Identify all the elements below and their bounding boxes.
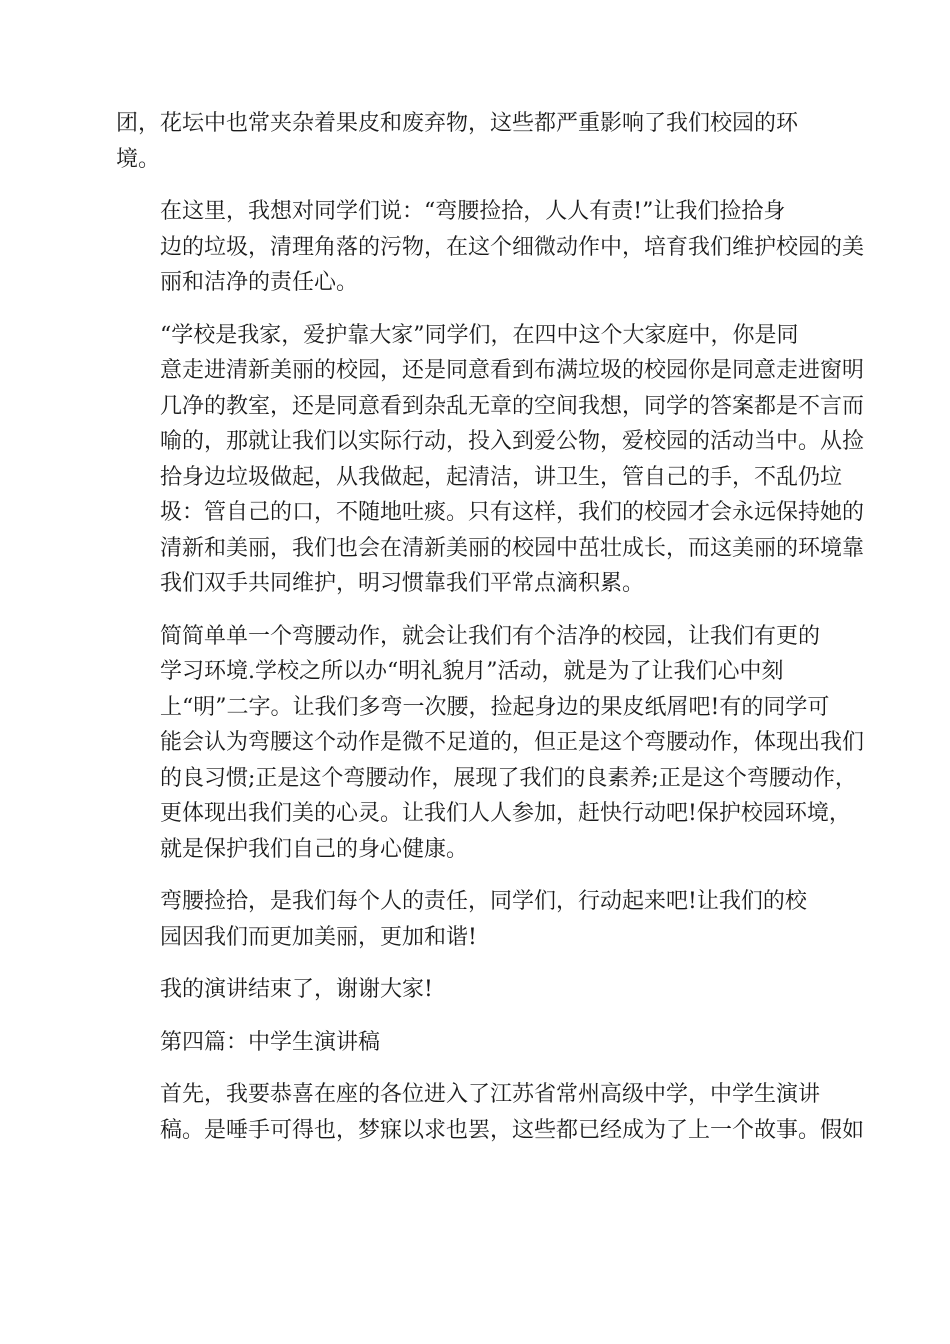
text-line: 边的垃圾，清理角落的污物，在这个细微动作中，培育我们维护校园的美	[160, 234, 865, 260]
text-line: “学校是我家，爱护靠大家”同学们，在四中这个大家庭中，你是同	[160, 322, 799, 348]
text-line: 团，花坛中也常夹杂着果皮和废弃物，这些都严重影响了我们校园的环	[116, 111, 799, 136]
paragraph	[116, 1077, 865, 1148]
text-line: 首先，我要恭喜在座的各位进入了江苏省常州高级中学，中学生演讲	[160, 1082, 821, 1107]
paragraph	[116, 106, 832, 177]
paragraph	[116, 194, 865, 301]
text-line: 我的演讲结束了，谢谢大家!	[160, 977, 433, 1002]
paragraph	[116, 1025, 832, 1061]
text-line: 清新和美丽，我们也会在清新美丽的校园中茁壮成长，而这美丽的环境靠	[160, 535, 865, 561]
text-line: 更体现出我们美的心灵。让我们人人参加，赶快行动吧!保护校园环境，	[160, 801, 851, 826]
text-line: 能会认为弯腰这个动作是微不足道的，但正是这个弯腰动作，体现出我们	[160, 730, 865, 755]
text-line: 境。	[116, 146, 161, 172]
text-line: 丽和洁净的责任心。	[160, 270, 359, 295]
text-line: 几净的教室，还是同意看到杂乱无章的空间我想，同学的答案都是不言而	[160, 393, 865, 419]
text-line: 我们双手共同维护，明习惯靠我们平常点滴积累。	[160, 571, 645, 596]
paragraph	[116, 972, 832, 1008]
text-line: 第四篇：中学生演讲稿	[160, 1029, 381, 1055]
text-line: 的良习惯;正是这个弯腰动作，展现了我们的良素养;正是这个弯腰动作，	[160, 765, 857, 791]
text-line: 意走进清新美丽的校园，还是同意看到布满垃圾的校园你是同意走进窗明	[160, 358, 865, 383]
text-line: 园因我们而更加美丽，更加和谐!	[160, 924, 477, 950]
paragraph	[116, 884, 832, 955]
paragraph	[116, 619, 865, 868]
text-line: 上“明”二字。让我们多弯一次腰，捡起身边的果皮纸屑吧!有的同学可	[160, 694, 830, 720]
paragraph	[116, 318, 865, 602]
document-body	[116, 106, 865, 1165]
text-line: 拾身边垃圾做起，从我做起，起清洁，讲卫生，管自己的手，不乱仍垃	[160, 464, 843, 490]
text-line: 弯腰捡拾，是我们每个人的责任，同学们，行动起来吧!让我们的校	[160, 889, 807, 914]
text-line: 就是保护我们自己的身心健康。	[160, 836, 469, 862]
text-line: 稿。是唾手可得也，梦寐以求也罢，这些都已经成为了上一个故事。假如	[160, 1117, 865, 1143]
text-line: 学习环境.学校之所以办“明礼貌月”活动，就是为了让我们心中刻	[160, 659, 784, 684]
text-line: 圾：管自己的口，不随地吐痰。只有这样，我们的校园才会永远保持她的	[160, 500, 865, 525]
text-line: 喻的，那就让我们以实际行动，投入到爱公物，爱校园的活动当中。从捡	[160, 429, 865, 454]
text-line: 简简单单一个弯腰动作，就会让我们有个洁净的校园，让我们有更的	[160, 623, 821, 649]
text-line: 在这里，我想对同学们说：“弯腰捡拾，人人有责!”让我们捡拾身	[160, 199, 786, 224]
